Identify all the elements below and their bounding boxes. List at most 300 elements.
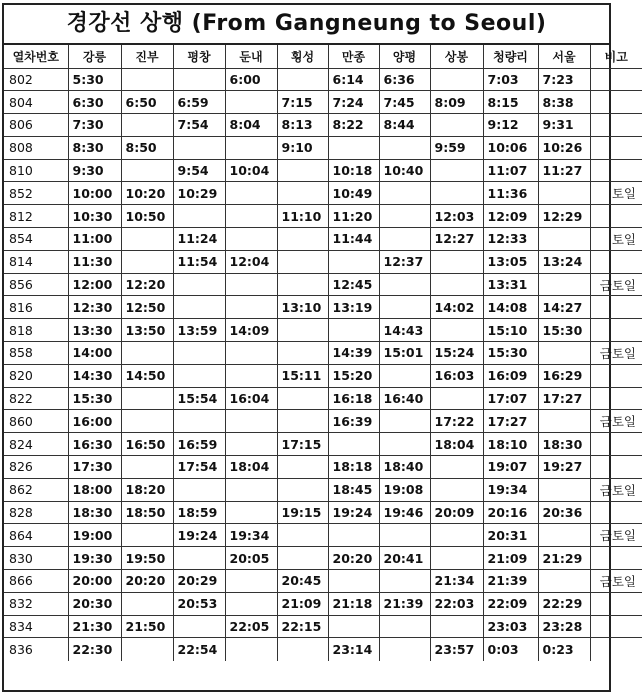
time-cell <box>538 410 590 433</box>
table-row <box>4 159 642 182</box>
time-cell: 10:29 <box>173 182 225 205</box>
time-cell <box>225 478 277 501</box>
time-cell <box>225 501 277 524</box>
time-cell: 14:50 <box>121 364 173 387</box>
time-cell: 12:45 <box>328 273 379 296</box>
time-cell: 12:09 <box>483 205 538 228</box>
time-cell: 20:05 <box>225 547 277 570</box>
train-number-cell: 852 <box>4 182 68 205</box>
table-row <box>4 501 642 524</box>
train-number-cell: 808 <box>4 136 68 159</box>
time-cell: 12:33 <box>483 228 538 251</box>
time-cell: 17:07 <box>483 387 538 410</box>
column-header: 진부 <box>121 45 173 68</box>
time-cell: 20:20 <box>121 570 173 593</box>
time-cell <box>173 478 225 501</box>
time-cell: 16:40 <box>379 387 430 410</box>
time-cell: 20:31 <box>483 524 538 547</box>
time-cell <box>225 570 277 593</box>
time-cell: 20:09 <box>430 501 483 524</box>
time-cell <box>225 592 277 615</box>
time-cell: 17:30 <box>68 456 121 479</box>
time-cell <box>121 68 173 91</box>
time-cell: 14:43 <box>379 319 430 342</box>
table-row <box>4 342 642 365</box>
time-cell: 15:10 <box>483 319 538 342</box>
time-cell <box>538 570 590 593</box>
time-cell <box>430 319 483 342</box>
train-number-cell: 866 <box>4 570 68 593</box>
time-cell: 8:30 <box>68 136 121 159</box>
column-header: 열차번호 <box>4 45 68 68</box>
time-cell <box>277 250 328 273</box>
time-cell: 15:30 <box>68 387 121 410</box>
table-row <box>4 547 642 570</box>
time-cell: 9:31 <box>538 114 590 137</box>
time-cell <box>328 319 379 342</box>
time-cell: 12:03 <box>430 205 483 228</box>
time-cell: 6:50 <box>121 91 173 114</box>
time-cell: 8:38 <box>538 91 590 114</box>
time-cell: 10:04 <box>225 159 277 182</box>
train-number-cell: 830 <box>4 547 68 570</box>
column-header: 서울 <box>538 45 590 68</box>
time-cell: 20:41 <box>379 547 430 570</box>
time-cell: 13:30 <box>68 319 121 342</box>
time-cell: 20:16 <box>483 501 538 524</box>
table-row <box>4 68 642 91</box>
time-cell: 7:15 <box>277 91 328 114</box>
table-row <box>4 319 642 342</box>
time-cell: 15:30 <box>538 319 590 342</box>
time-cell: 19:24 <box>328 501 379 524</box>
time-cell: 16:29 <box>538 364 590 387</box>
time-cell <box>379 570 430 593</box>
time-cell: 18:30 <box>538 433 590 456</box>
time-cell: 22:30 <box>68 638 121 661</box>
timetable-body <box>4 68 642 661</box>
time-cell: 10:40 <box>379 159 430 182</box>
time-cell: 21:18 <box>328 592 379 615</box>
time-cell <box>379 524 430 547</box>
time-cell <box>328 136 379 159</box>
time-cell: 16:59 <box>173 433 225 456</box>
note-cell <box>590 592 642 615</box>
time-cell <box>538 478 590 501</box>
time-cell <box>277 410 328 433</box>
time-cell: 18:50 <box>121 501 173 524</box>
time-cell <box>121 228 173 251</box>
time-cell <box>538 228 590 251</box>
table-row <box>4 250 642 273</box>
train-number-cell: 828 <box>4 501 68 524</box>
note-cell <box>590 433 642 456</box>
time-cell: 16:18 <box>328 387 379 410</box>
time-cell <box>121 524 173 547</box>
train-number-cell: 822 <box>4 387 68 410</box>
column-header: 둔내 <box>225 45 277 68</box>
time-cell: 18:04 <box>430 433 483 456</box>
time-cell <box>538 342 590 365</box>
note-cell: 토일 <box>590 182 642 205</box>
time-cell <box>225 136 277 159</box>
time-cell: 7:03 <box>483 68 538 91</box>
column-header: 만종 <box>328 45 379 68</box>
time-cell <box>538 273 590 296</box>
time-cell: 16:03 <box>430 364 483 387</box>
time-cell: 16:04 <box>225 387 277 410</box>
time-cell <box>430 524 483 547</box>
table-row <box>4 273 642 296</box>
time-cell <box>225 91 277 114</box>
train-number-cell: 820 <box>4 364 68 387</box>
time-cell: 8:44 <box>379 114 430 137</box>
time-cell: 14:27 <box>538 296 590 319</box>
time-cell: 6:30 <box>68 91 121 114</box>
time-cell: 21:39 <box>483 570 538 593</box>
time-cell: 14:39 <box>328 342 379 365</box>
time-cell: 8:15 <box>483 91 538 114</box>
time-cell: 20:00 <box>68 570 121 593</box>
time-cell: 19:50 <box>121 547 173 570</box>
time-cell: 22:29 <box>538 592 590 615</box>
time-cell <box>430 114 483 137</box>
time-cell: 22:05 <box>225 615 277 638</box>
time-cell <box>277 228 328 251</box>
time-cell <box>277 547 328 570</box>
time-cell <box>430 182 483 205</box>
table-row <box>4 114 642 137</box>
time-cell: 12:29 <box>538 205 590 228</box>
time-cell: 14:00 <box>68 342 121 365</box>
time-cell: 10:49 <box>328 182 379 205</box>
time-cell <box>277 478 328 501</box>
time-cell <box>277 68 328 91</box>
time-cell: 16:30 <box>68 433 121 456</box>
time-cell <box>121 456 173 479</box>
time-cell: 12:30 <box>68 296 121 319</box>
time-cell <box>277 182 328 205</box>
time-cell <box>277 456 328 479</box>
time-cell: 9:30 <box>68 159 121 182</box>
time-cell: 13:19 <box>328 296 379 319</box>
time-cell: 10:20 <box>121 182 173 205</box>
table-row <box>4 615 642 638</box>
time-cell: 18:30 <box>68 501 121 524</box>
column-header: 평창 <box>173 45 225 68</box>
time-cell: 17:27 <box>538 387 590 410</box>
time-cell: 20:30 <box>68 592 121 615</box>
time-cell: 21:50 <box>121 615 173 638</box>
train-number-cell: 826 <box>4 456 68 479</box>
note-cell: 금토일 <box>590 478 642 501</box>
time-cell <box>430 456 483 479</box>
time-cell: 12:20 <box>121 273 173 296</box>
time-cell <box>173 342 225 365</box>
time-cell: 11:10 <box>277 205 328 228</box>
time-cell <box>379 364 430 387</box>
train-number-cell: 858 <box>4 342 68 365</box>
train-number-cell: 864 <box>4 524 68 547</box>
time-cell: 14:09 <box>225 319 277 342</box>
note-cell <box>590 364 642 387</box>
column-header: 강릉 <box>68 45 121 68</box>
time-cell: 6:59 <box>173 91 225 114</box>
time-cell <box>225 182 277 205</box>
time-cell <box>379 273 430 296</box>
time-cell <box>328 570 379 593</box>
table-row <box>4 592 642 615</box>
time-cell <box>379 433 430 456</box>
time-cell <box>225 205 277 228</box>
timetable-sheet <box>2 3 636 692</box>
time-cell: 19:00 <box>68 524 121 547</box>
note-cell <box>590 250 642 273</box>
time-cell: 15:24 <box>430 342 483 365</box>
table-row <box>4 524 642 547</box>
time-cell: 19:34 <box>225 524 277 547</box>
time-cell: 17:22 <box>430 410 483 433</box>
train-number-cell: 810 <box>4 159 68 182</box>
time-cell: 12:50 <box>121 296 173 319</box>
time-cell: 15:54 <box>173 387 225 410</box>
time-cell: 21:29 <box>538 547 590 570</box>
table-row <box>4 570 642 593</box>
time-cell <box>173 410 225 433</box>
time-cell: 0:23 <box>538 638 590 661</box>
time-cell: 7:54 <box>173 114 225 137</box>
note-cell <box>590 319 642 342</box>
time-cell: 15:30 <box>483 342 538 365</box>
time-cell: 9:10 <box>277 136 328 159</box>
note-cell: 토일 <box>590 228 642 251</box>
header-row <box>4 45 642 68</box>
time-cell: 23:14 <box>328 638 379 661</box>
time-cell <box>277 319 328 342</box>
time-cell: 9:12 <box>483 114 538 137</box>
time-cell <box>225 342 277 365</box>
note-cell: 금토일 <box>590 342 642 365</box>
time-cell: 7:45 <box>379 91 430 114</box>
note-cell: 금토일 <box>590 410 642 433</box>
time-cell: 15:20 <box>328 364 379 387</box>
time-cell: 7:23 <box>538 68 590 91</box>
time-cell: 18:40 <box>379 456 430 479</box>
time-cell <box>379 205 430 228</box>
time-cell: 20:20 <box>328 547 379 570</box>
time-cell: 8:09 <box>430 91 483 114</box>
note-cell <box>590 638 642 661</box>
time-cell <box>277 342 328 365</box>
time-cell <box>121 159 173 182</box>
time-cell <box>121 387 173 410</box>
time-cell: 22:03 <box>430 592 483 615</box>
time-cell: 13:05 <box>483 250 538 273</box>
note-cell <box>590 296 642 319</box>
time-cell: 13:24 <box>538 250 590 273</box>
time-cell <box>538 524 590 547</box>
time-cell <box>173 273 225 296</box>
time-cell <box>379 410 430 433</box>
time-cell: 18:10 <box>483 433 538 456</box>
note-cell <box>590 91 642 114</box>
time-cell: 10:26 <box>538 136 590 159</box>
time-cell: 22:15 <box>277 615 328 638</box>
time-cell: 19:15 <box>277 501 328 524</box>
time-cell: 6:36 <box>379 68 430 91</box>
time-cell: 19:07 <box>483 456 538 479</box>
time-cell: 23:57 <box>430 638 483 661</box>
time-cell: 11:30 <box>68 250 121 273</box>
column-header: 상봉 <box>430 45 483 68</box>
table-row <box>4 478 642 501</box>
time-cell: 11:27 <box>538 159 590 182</box>
time-cell <box>430 547 483 570</box>
time-cell: 11:00 <box>68 228 121 251</box>
time-cell: 12:37 <box>379 250 430 273</box>
time-cell: 13:31 <box>483 273 538 296</box>
time-cell: 20:45 <box>277 570 328 593</box>
time-cell: 11:24 <box>173 228 225 251</box>
note-cell <box>590 136 642 159</box>
time-cell <box>225 433 277 456</box>
time-cell <box>379 296 430 319</box>
time-cell: 19:08 <box>379 478 430 501</box>
time-cell: 10:18 <box>328 159 379 182</box>
time-cell: 12:00 <box>68 273 121 296</box>
time-cell: 19:27 <box>538 456 590 479</box>
time-cell: 7:24 <box>328 91 379 114</box>
table-row <box>4 296 642 319</box>
train-number-cell: 804 <box>4 91 68 114</box>
time-cell: 8:50 <box>121 136 173 159</box>
column-header: 청량리 <box>483 45 538 68</box>
time-cell: 10:00 <box>68 182 121 205</box>
note-cell <box>590 547 642 570</box>
time-cell: 5:30 <box>68 68 121 91</box>
time-cell: 10:30 <box>68 205 121 228</box>
train-number-cell: 860 <box>4 410 68 433</box>
column-header: 횡성 <box>277 45 328 68</box>
time-cell: 9:54 <box>173 159 225 182</box>
time-cell <box>379 136 430 159</box>
time-cell <box>430 273 483 296</box>
time-cell <box>430 68 483 91</box>
time-cell <box>173 296 225 319</box>
time-cell <box>430 478 483 501</box>
time-cell: 11:44 <box>328 228 379 251</box>
table-row <box>4 182 642 205</box>
time-cell: 13:50 <box>121 319 173 342</box>
time-cell <box>430 159 483 182</box>
time-cell: 8:04 <box>225 114 277 137</box>
time-cell <box>328 250 379 273</box>
train-number-cell: 818 <box>4 319 68 342</box>
time-cell <box>379 182 430 205</box>
time-cell: 21:34 <box>430 570 483 593</box>
time-cell: 18:20 <box>121 478 173 501</box>
time-cell <box>225 410 277 433</box>
timetable <box>4 45 642 661</box>
timetable-title: 경강선 상행 (From Gangneung to Seoul) <box>4 5 609 45</box>
time-cell: 16:09 <box>483 364 538 387</box>
time-cell: 18:18 <box>328 456 379 479</box>
time-cell: 22:54 <box>173 638 225 661</box>
note-cell <box>590 501 642 524</box>
time-cell: 20:53 <box>173 592 225 615</box>
time-cell <box>328 524 379 547</box>
table-row <box>4 364 642 387</box>
time-cell: 6:00 <box>225 68 277 91</box>
time-cell <box>173 205 225 228</box>
train-number-cell: 862 <box>4 478 68 501</box>
time-cell <box>430 250 483 273</box>
time-cell <box>538 182 590 205</box>
time-cell <box>121 342 173 365</box>
time-cell <box>121 592 173 615</box>
time-cell <box>173 615 225 638</box>
time-cell: 7:30 <box>68 114 121 137</box>
time-cell: 21:39 <box>379 592 430 615</box>
time-cell: 19:34 <box>483 478 538 501</box>
time-cell: 12:27 <box>430 228 483 251</box>
time-cell: 19:30 <box>68 547 121 570</box>
time-cell: 17:15 <box>277 433 328 456</box>
time-cell: 22:09 <box>483 592 538 615</box>
note-cell: 금토일 <box>590 273 642 296</box>
time-cell: 11:07 <box>483 159 538 182</box>
time-cell: 9:59 <box>430 136 483 159</box>
time-cell: 8:13 <box>277 114 328 137</box>
time-cell: 18:45 <box>328 478 379 501</box>
time-cell <box>173 68 225 91</box>
time-cell: 13:10 <box>277 296 328 319</box>
time-cell: 15:01 <box>379 342 430 365</box>
time-cell: 11:36 <box>483 182 538 205</box>
time-cell: 20:36 <box>538 501 590 524</box>
time-cell <box>328 433 379 456</box>
note-cell <box>590 615 642 638</box>
time-cell <box>328 615 379 638</box>
note-cell: 금토일 <box>590 524 642 547</box>
train-number-cell: 812 <box>4 205 68 228</box>
time-cell: 11:20 <box>328 205 379 228</box>
table-row <box>4 410 642 433</box>
train-number-cell: 834 <box>4 615 68 638</box>
time-cell: 21:30 <box>68 615 121 638</box>
time-cell <box>430 387 483 410</box>
time-cell <box>379 228 430 251</box>
table-row <box>4 136 642 159</box>
time-cell <box>277 524 328 547</box>
time-cell: 10:06 <box>483 136 538 159</box>
time-cell <box>430 615 483 638</box>
note-cell <box>590 159 642 182</box>
time-cell: 16:39 <box>328 410 379 433</box>
time-cell <box>121 114 173 137</box>
time-cell: 12:04 <box>225 250 277 273</box>
time-cell <box>225 273 277 296</box>
time-cell <box>121 250 173 273</box>
train-number-cell: 802 <box>4 68 68 91</box>
table-row <box>4 433 642 456</box>
table-row <box>4 456 642 479</box>
note-cell <box>590 68 642 91</box>
time-cell: 18:04 <box>225 456 277 479</box>
column-header: 비고 <box>590 45 642 68</box>
note-cell <box>590 456 642 479</box>
time-cell <box>173 364 225 387</box>
